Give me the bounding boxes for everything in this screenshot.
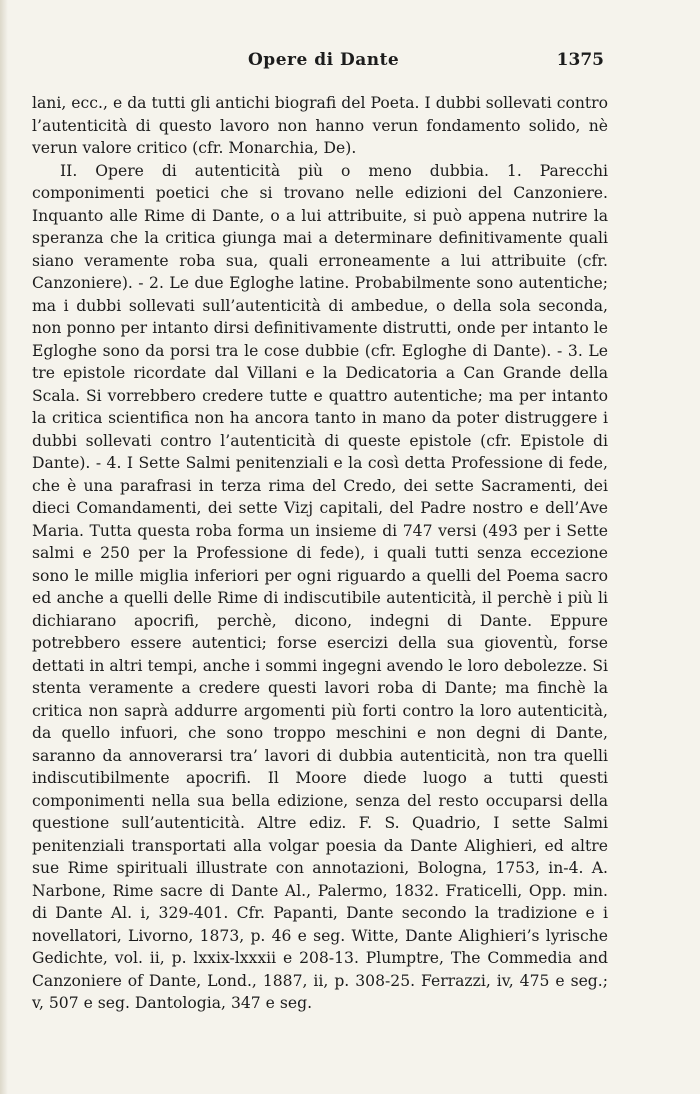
paragraph-1: lani, ecc., e da tutti gli antichi biografi del Poeta. I dubbi sollevati contro l’autenticità di questo lavoro non hanno verun fondamento solido, nè verun valore critico (cfr. Monarchia, De). (32, 94, 608, 157)
page-number: 1375 (556, 50, 604, 70)
page-edge-shadow (0, 0, 8, 1094)
running-title: Opere di Dante (248, 50, 400, 70)
running-header (0, 50, 700, 74)
paragraph-2: II. Opere di autenticità più o meno dubbia. 1. Parecchi componimenti poetici che si trovano nelle edizioni del Canzoniere. Inquanto alle Rime di Dante, o a lui attribuite, si può appena nutrire la speranza che la critica giunga mai a determinare definitivamente quali siano veramente roba sua, quali erroneamente a lui attribuite (cfr. Canzoniere). - 2. Le due Egloghe latine. Probabilmente sono autentiche; ma i dubbi sollevati sull’autenticità di ambedue, o della sola seconda, non ponno per intanto dirsi definitivamente distrutti, onde per intanto le Egloghe sono da porsi tra le cose dubbie (cfr. Egloghe di Dante). - 3. Le tre epistole ricordate dal Villani e la Dedicatoria a Can Grande della Scala. Si vorrebbero credere tutte e quattro autentiche; ma per intanto la critica scientifica non ha ancora tanto in mano da poter distruggere i dubbi sollevati contro l’autenticità di queste epistole (cfr. Epistole di Dante). - 4. I Sette Salmi penitenziali e la così detta Professione di fede, che è una parafrasi in terza rima del Credo, dei sette Sacramenti, dei dieci Comandamenti, dei sette Vizj capitali, del Padre nostro e dell’Ave Maria. Tutta questa roba forma un insieme di 747 versi (493 per i Sette salmi e 250 per la Professione di fede), i quali tutti senza eccezione sono le mille miglia inferiori per ogni riguardo a quelli del Poema sacro ed anche a quelli delle Rime di indiscutibile autenticità, il perchè i più li dichiarano apocrifi, perchè, dicono, indegni di Dante. Eppure potrebbero essere autentici; forse esercizi della sua gioventù, forse dettati in altri tempi, anche i sommi ingegni avendo le loro debolezze. Si stenta veramente a credere questi lavori roba di Dante; ma finchè la critica non saprà addurre argomenti più forti contro la loro autenticità, da quello infuori, che sono troppo meschini e non degni di Dante, saranno da annoverarsi tra’ lavori di dubbia autenticità, non tra quelli indiscutibilmente apocrifi. Il Moore diede luogo a tutti questi componimenti nella sua bella edizione, senza del resto occuparsi della questione sull’autenticità. Altre ediz. F. S. Quadrio, I sette Salmi penitenziali transportati alla volgar poesia da Dante Alighieri, ed altre sue Rime spirituali illustrate con annotazioni, Bologna, 1753, in-4. A. Narbone, Rime sacre di Dante Al., Palermo, 1832. Fraticelli, Opp. min. di Dante Al. i, 329-401. Cfr. Papanti, Dante secondo la tradizione e i novellatori, Livorno, 1873, p. 46 e seg. Witte, Dante Alighieri’s lyrische Gedichte, vol. ii, p. lxxix-lxxxii e 208-13. Plumptre, The Commedia and Canzoniere of Dante, Lond., 1887, ii, p. 308-25. Ferrazzi, iv, 475 e seg.; v, 507 e seg. Dantologia, 347 e seg. (32, 161, 608, 1012)
body-text (32, 92, 608, 1015)
